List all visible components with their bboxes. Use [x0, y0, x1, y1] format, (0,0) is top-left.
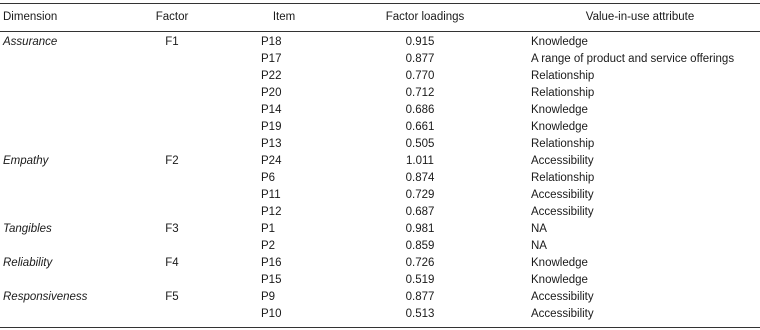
- table-row: [0, 204, 760, 221]
- cell-item: P24: [261, 155, 282, 167]
- cell-factor: F5: [165, 291, 179, 303]
- table-row: [0, 102, 760, 119]
- cell-item: P10: [261, 308, 282, 320]
- cell-item: P16: [261, 257, 282, 269]
- cell-attribute: Relationship: [531, 87, 595, 99]
- cell-item: P20: [261, 87, 282, 99]
- cell-loading: 0.874: [405, 172, 435, 184]
- cell-attribute: Knowledge: [531, 274, 588, 286]
- cell-item: P6: [261, 172, 276, 184]
- cell-loading: 0.770: [405, 70, 435, 82]
- table-row: [0, 153, 760, 170]
- table-row: [0, 85, 760, 102]
- cell-loading: 0.877: [405, 291, 435, 303]
- table-row: [0, 272, 760, 289]
- table-top-rule: [0, 3, 760, 4]
- cell-item: P11: [261, 189, 281, 201]
- cell-item: P1: [261, 223, 276, 235]
- cell-attribute: Relationship: [531, 70, 595, 82]
- cell-attribute: Relationship: [531, 138, 595, 150]
- cell-attribute: Accessibility: [531, 155, 594, 167]
- cell-attribute: A range of product and service offerings: [531, 53, 735, 65]
- table-row: [0, 136, 760, 153]
- table-row: [0, 170, 760, 187]
- cell-attribute: NA: [531, 240, 547, 252]
- cell-attribute: Knowledge: [531, 121, 588, 133]
- cell-loading: 0.686: [405, 104, 435, 116]
- cell-item: P18: [261, 36, 282, 48]
- cell-item: P15: [261, 274, 282, 286]
- cell-attribute: NA: [531, 223, 547, 235]
- cell-loading: 0.915: [405, 36, 435, 48]
- table-bottom-rule: [0, 327, 760, 328]
- cell-attribute: Accessibility: [531, 189, 594, 201]
- cell-item: P14: [261, 104, 282, 116]
- cell-attribute: Accessibility: [531, 206, 594, 218]
- table-row: [0, 238, 760, 255]
- cell-loading: 0.513: [405, 308, 435, 320]
- cell-item: P9: [261, 291, 276, 303]
- cell-dimension: Responsiveness: [3, 291, 88, 303]
- cell-loading: 0.519: [405, 274, 435, 286]
- cell-item: P17: [261, 53, 282, 65]
- cell-loading: 0.877: [405, 53, 435, 65]
- cell-loading: 1.011: [406, 155, 434, 167]
- cell-attribute: Relationship: [531, 172, 595, 184]
- cell-loading: 0.859: [405, 240, 435, 252]
- cell-attribute: Accessibility: [531, 291, 594, 303]
- table-row: [0, 34, 760, 51]
- cell-item: P22: [261, 70, 282, 82]
- table-row: [0, 119, 760, 136]
- cell-loading: 0.729: [405, 189, 435, 201]
- header-item: Item: [272, 11, 296, 23]
- cell-dimension: Empathy: [3, 155, 49, 167]
- header-factor: Factor: [155, 11, 189, 23]
- table-row: [0, 68, 760, 85]
- table-row: [0, 289, 760, 306]
- cell-loading: 0.687: [405, 206, 435, 218]
- cell-factor: F4: [165, 257, 179, 269]
- cell-loading: 0.505: [405, 138, 435, 150]
- cell-item: P19: [261, 121, 282, 133]
- cell-loading: 0.712: [405, 87, 435, 99]
- cell-factor: F3: [165, 223, 179, 235]
- table-row: [0, 51, 760, 68]
- header-factor-loadings: Factor loadings: [385, 11, 465, 23]
- cell-loading: 0.726: [405, 257, 435, 269]
- table-row: [0, 187, 760, 204]
- cell-dimension: Tangibles: [3, 223, 52, 235]
- cell-attribute: Knowledge: [531, 257, 588, 269]
- cell-loading: 0.661: [405, 121, 435, 133]
- header-value-in-use-attribute: Value-in-use attribute: [585, 11, 695, 23]
- cell-factor: F1: [165, 36, 179, 48]
- table-row: [0, 306, 760, 323]
- cell-dimension: Assurance: [3, 36, 58, 48]
- cell-item: P12: [261, 206, 282, 218]
- cell-factor: F2: [165, 155, 179, 167]
- cell-item: P13: [261, 138, 282, 150]
- table-row: [0, 221, 760, 238]
- cell-attribute: Knowledge: [531, 104, 588, 116]
- cell-loading: 0.981: [405, 223, 435, 235]
- table-row: [0, 255, 760, 272]
- cell-attribute: Knowledge: [531, 36, 588, 48]
- cell-dimension: Reliability: [3, 257, 53, 269]
- cell-attribute: Accessibility: [531, 308, 594, 320]
- table-header-rule: [0, 31, 760, 32]
- cell-item: P2: [261, 240, 276, 252]
- header-dimension: Dimension: [3, 11, 58, 23]
